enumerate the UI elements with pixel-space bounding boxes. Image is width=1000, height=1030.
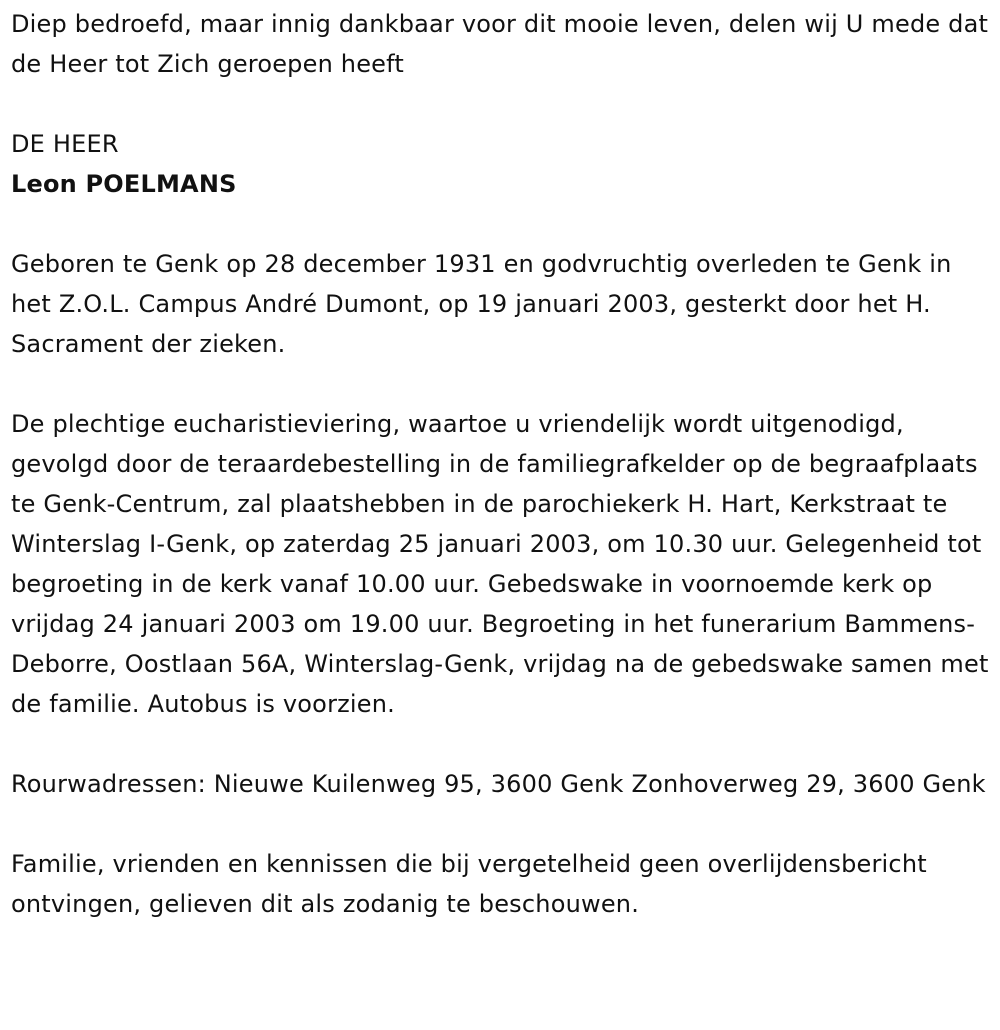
ceremony-paragraph: De plechtige eucharistieviering, waartoe u vriendelijk wordt uitgenodigd, gevolgd door de teraardebestelling in de familiegrafkelder op de begraafplaats te Genk-Centrum, zal plaatshebben in de parochiekerk H. Hart, Kerkstraat te Winterslag I-Genk, op zaterdag 25 januari 2003, om 10.30 uur. Gelegenheid tot begroeting in de kerk vanaf 10.00 uur. Gebedswake in voornoemde kerk op vrijdag 24 januari 2003 om 19.00 uur. Begroeting in het funerarium Bammens-Deborre, Oostlaan 56A, Winterslag-Genk, vrijdag na de gebedswake samen met de familie. Autobus is voorzien.	[11, 410, 989, 718]
closing-paragraph: Familie, vrienden en kennissen die bij vergetelheid geen overlijdensbericht ontvingen, gelieven dit als zodanig te beschouwen.	[11, 850, 927, 918]
honorific: DE HEER	[11, 130, 119, 158]
birth-death-paragraph: Geboren te Genk op 28 december 1931 en godvruchtig overleden te Genk in het Z.O.L. Campus André Dumont, op 19 januari 2003, gesterkt door het H. Sacrament der zieken.	[11, 250, 952, 358]
intro-paragraph: Diep bedroefd, maar innig dankbaar voor dit mooie leven, delen wij U mede dat de Heer tot Zich geroepen heeft	[11, 10, 989, 78]
deceased-name: Leon POELMANS	[11, 170, 237, 198]
addresses-paragraph: Rourwadressen: Nieuwe Kuilenweg 95, 3600 Genk Zonhoverweg 29, 3600 Genk	[11, 770, 986, 798]
death-notice	[11, 4, 995, 924]
